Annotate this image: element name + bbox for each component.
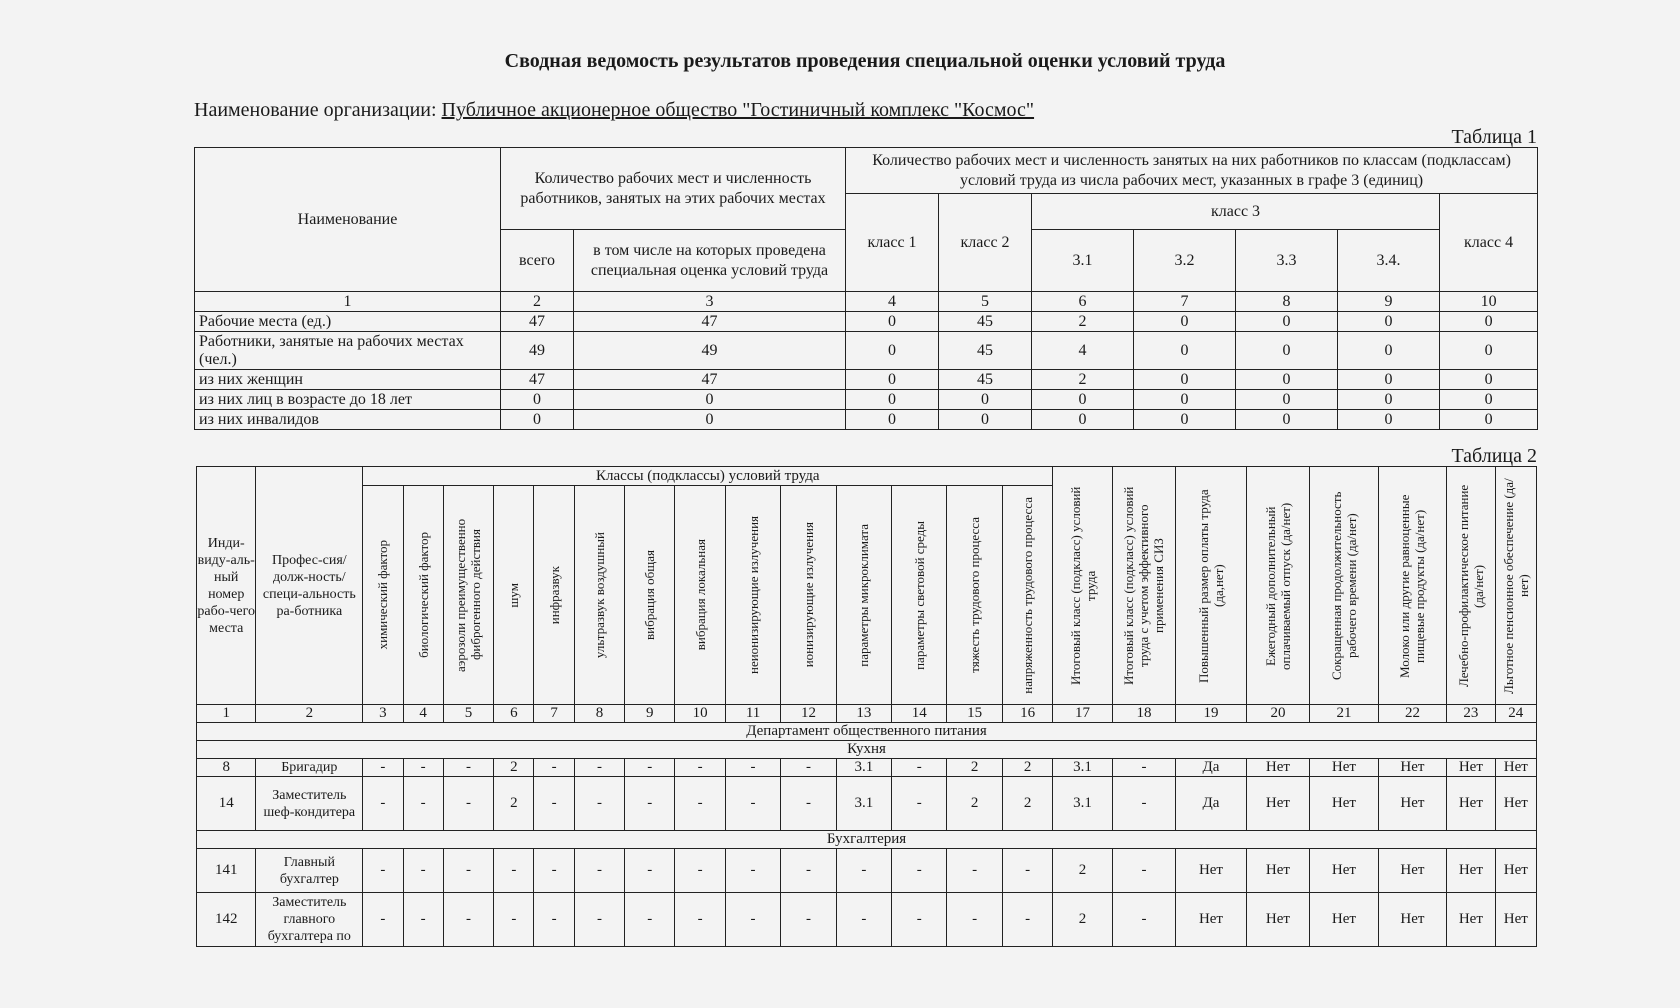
t1-cell: 0: [846, 390, 939, 410]
t2-cell: Нет: [1495, 849, 1536, 893]
t2-cell: -: [675, 849, 725, 893]
t2-cell: -: [781, 759, 836, 777]
t1-row: [195, 390, 1538, 410]
t2-cell-profession: Заместитель главного бухгалтера по: [256, 893, 363, 947]
t1-header-3-2: 3.2: [1134, 230, 1236, 292]
t2-cell: Нет: [1176, 893, 1247, 947]
t2-header-factor: [1002, 486, 1052, 705]
t2-cell: -: [494, 893, 534, 947]
t2-cell: Нет: [1447, 759, 1495, 777]
t2-header-factor: [892, 486, 947, 705]
t2-section-row: [197, 741, 1537, 759]
t2-header-factor: [675, 486, 725, 705]
t2-cell: Нет: [1378, 777, 1447, 831]
t1-row: [195, 370, 1538, 390]
t2-col-number: 4: [403, 705, 443, 723]
t2-col-number: 8: [574, 705, 624, 723]
t1-header-class2: класс 2: [939, 194, 1032, 292]
t2-cell: Нет: [1246, 777, 1309, 831]
t2-cell: -: [363, 759, 403, 777]
t1-cell: 0: [501, 390, 574, 410]
t2-cell: 2: [1053, 893, 1112, 947]
workplace-table: [196, 466, 1537, 947]
t1-cell: 0: [1440, 390, 1538, 410]
t1-col-number: 2: [501, 292, 574, 312]
t2-cell: -: [574, 759, 624, 777]
t2-cell-profession: Заместитель шеф-кондитера: [256, 777, 363, 831]
t2-header-factor: [836, 486, 891, 705]
t2-col-number: 7: [534, 705, 574, 723]
t2-col-number: 18: [1112, 705, 1175, 723]
t2-col-number: 16: [1002, 705, 1052, 723]
t1-row: [195, 312, 1538, 332]
t2-cell: -: [534, 849, 574, 893]
t2-header-factor: [494, 486, 534, 705]
t2-cell: -: [574, 893, 624, 947]
t1-col-number: 9: [1338, 292, 1440, 312]
t1-cell: 0: [939, 390, 1032, 410]
t2-header-factor-label: шум: [506, 582, 522, 608]
t2-col-number: 1: [197, 705, 256, 723]
t2-header-factor: [534, 486, 574, 705]
t2-header-id: Инди-виду-аль-ный номер рабо-чего места: [197, 467, 256, 705]
t1-cell: 0: [1032, 410, 1134, 430]
t2-cell: Нет: [1246, 893, 1309, 947]
t2-header-factor-label: аэрозоли преимущественно фиброгенного действия: [453, 518, 484, 672]
t2-cell: -: [403, 777, 443, 831]
t1-cell: 0: [846, 332, 939, 370]
t2-header-factor: [574, 486, 624, 705]
t2-col-number: 19: [1176, 705, 1247, 723]
t2-cell: -: [675, 759, 725, 777]
t2-cell: -: [725, 759, 780, 777]
t1-col-number: 8: [1236, 292, 1338, 312]
t1-row: [195, 410, 1538, 430]
t2-cell: Нет: [1495, 777, 1536, 831]
t2-cell-id: 14: [197, 777, 256, 831]
t1-cell: 49: [574, 332, 846, 370]
t2-cell: -: [363, 893, 403, 947]
t2-header-factor-label: параметры световой среды: [911, 520, 927, 670]
t2-header-factor: [443, 486, 493, 705]
t2-department: Департамент общественного питания: [197, 723, 1537, 741]
summary-table: [194, 147, 1538, 430]
t1-cell: 0: [846, 370, 939, 390]
t2-cell: -: [1112, 777, 1175, 831]
t2-header-factor-label: инфразвук: [546, 565, 562, 625]
t2-header-extra: [1447, 467, 1495, 705]
t2-cell: -: [781, 893, 836, 947]
t1-col-number: 4: [846, 292, 939, 312]
t2-col-number: 11: [725, 705, 780, 723]
t2-header-factor-label: тяжесть трудового процесса: [967, 517, 983, 673]
t1-cell: 0: [1236, 332, 1338, 370]
t2-header-extra-label: Повышенный размер оплаты труда (да,нет): [1195, 488, 1226, 683]
t2-cell: -: [892, 777, 947, 831]
t2-cell: -: [781, 777, 836, 831]
t1-cell: 47: [574, 370, 846, 390]
t1-cell: 0: [846, 410, 939, 430]
t2-cell: Нет: [1310, 777, 1379, 831]
t1-header-total: всего: [501, 230, 574, 292]
t2-header-factor: [403, 486, 443, 705]
t2-cell: Нет: [1246, 759, 1309, 777]
t1-cell: 0: [1338, 332, 1440, 370]
t2-cell-id: 8: [197, 759, 256, 777]
t2-col-number: 2: [256, 705, 363, 723]
t2-header-factor-label: биологический фактор: [415, 532, 431, 658]
t1-cell: 0: [1134, 332, 1236, 370]
t2-cell: -: [675, 777, 725, 831]
t2-header-factor: [947, 486, 1002, 705]
t2-section-kitchen: Кухня: [197, 741, 1537, 759]
t2-cell: Да: [1176, 777, 1247, 831]
document-title: Сводная ведомость результатов проведения специальной оценки условий труда: [504, 50, 1226, 72]
t2-col-number: 12: [781, 705, 836, 723]
t1-column-numbers: [195, 292, 1538, 312]
t2-cell: -: [443, 849, 493, 893]
t2-cell: -: [836, 893, 891, 947]
t2-cell: Нет: [1310, 893, 1379, 947]
t1-cell: 0: [501, 410, 574, 430]
t2-header-profession: Профес-сия/долж-ность/специ-альность ра-ботника: [256, 467, 363, 705]
t1-cell: 0: [1440, 312, 1538, 332]
t2-cell: -: [892, 893, 947, 947]
organization-line: [194, 99, 1034, 122]
t2-cell: Нет: [1378, 759, 1447, 777]
t2-cell: -: [625, 759, 675, 777]
t2-cell: -: [947, 893, 1002, 947]
table2-caption: Таблица 2: [1451, 445, 1537, 467]
t2-header-extra-label: Ежегодный дополнительный оплачиваемый отпуск (да/нет): [1262, 501, 1293, 670]
t2-col-number: 15: [947, 705, 1002, 723]
t2-header-factor: [781, 486, 836, 705]
t2-header-extra: [1310, 467, 1379, 705]
t2-header-extra: [1246, 467, 1309, 705]
t2-col-number: 13: [836, 705, 891, 723]
t2-cell: -: [892, 849, 947, 893]
t1-cell: 0: [1236, 370, 1338, 390]
t1-cell: 45: [939, 370, 1032, 390]
t2-header-extra: [1378, 467, 1447, 705]
t2-cell: Нет: [1310, 849, 1379, 893]
t1-cell: 0: [1134, 370, 1236, 390]
t1-cell: 0: [574, 410, 846, 430]
t2-cell: -: [1112, 759, 1175, 777]
t2-col-number: 5: [443, 705, 493, 723]
t1-cell: 0: [1236, 390, 1338, 410]
t2-cell: Нет: [1447, 777, 1495, 831]
t2-cell: -: [625, 893, 675, 947]
t2-cell: -: [892, 759, 947, 777]
t1-cell: 0: [939, 410, 1032, 430]
t1-header-count: Количество рабочих мест и численность работников, занятых на этих рабочих местах: [501, 148, 846, 230]
t2-header-factor-label: неионизирующие излучения: [745, 516, 761, 674]
t1-cell: 0: [1440, 332, 1538, 370]
t1-row-label: из них инвалидов: [195, 410, 501, 430]
t1-cell: 0: [1134, 410, 1236, 430]
t1-row-label: из них лиц в возрасте до 18 лет: [195, 390, 501, 410]
t2-col-number: 3: [363, 705, 403, 723]
t2-header-extra-label: Льготное пенсионное обеспечение (да/нет): [1500, 477, 1531, 694]
t1-cell: 45: [939, 332, 1032, 370]
t2-header-factor: [363, 486, 403, 705]
t2-col-number: 22: [1378, 705, 1447, 723]
t2-cell: -: [494, 849, 534, 893]
t2-cell: -: [625, 849, 675, 893]
t1-header-3-4: 3.4.: [1338, 230, 1440, 292]
t1-header-assessed: в том числе на которых проведена специальная оценка условий труда: [574, 230, 846, 292]
t2-header-factor-label: ультразвук воздушный: [591, 531, 607, 659]
t1-cell: 0: [1338, 390, 1440, 410]
t2-cell: Нет: [1447, 893, 1495, 947]
t1-header-class4: класс 4: [1440, 194, 1538, 292]
t1-col-number: 10: [1440, 292, 1538, 312]
t1-cell: 0: [1338, 312, 1440, 332]
t2-cell: Нет: [1378, 849, 1447, 893]
t2-cell: -: [1112, 849, 1175, 893]
t1-cell: 47: [501, 312, 574, 332]
t2-cell: -: [403, 893, 443, 947]
t2-header-extra: [1176, 467, 1247, 705]
t2-cell: -: [403, 849, 443, 893]
t2-cell: -: [625, 777, 675, 831]
t2-cell: -: [725, 849, 780, 893]
t2-cell: -: [534, 893, 574, 947]
t2-cell: -: [403, 759, 443, 777]
t2-header-factor: [725, 486, 780, 705]
t2-col-number: 6: [494, 705, 534, 723]
t2-header-factor-label: ионизирующие излучения: [800, 522, 816, 668]
t2-cell: Да: [1176, 759, 1247, 777]
t2-cell-id: 142: [197, 893, 256, 947]
t2-row: [197, 849, 1537, 893]
t2-row: [197, 759, 1537, 777]
t2-header-extra-label: Лечебно-профилактическое питание (да/нет): [1455, 484, 1486, 687]
t2-cell: 2: [1002, 777, 1052, 831]
t2-cell: -: [443, 759, 493, 777]
t2-cell: -: [675, 893, 725, 947]
t1-row-label: из них женщин: [195, 370, 501, 390]
table1-caption: Таблица 1: [1451, 126, 1537, 148]
t2-cell-profession: Главный бухгалтер: [256, 849, 363, 893]
t1-header-name: Наименование: [195, 148, 501, 292]
t2-header-factor: [625, 486, 675, 705]
t2-header-extra: [1495, 467, 1536, 705]
org-value: Публичное акционерное общество "Гостиничный комплекс "Космос": [441, 99, 1035, 121]
t1-row: [195, 332, 1538, 370]
t1-header-class3: класс 3: [1032, 194, 1440, 230]
t2-row: [197, 777, 1537, 831]
t2-cell: -: [443, 777, 493, 831]
t2-column-numbers: [197, 705, 1537, 723]
t2-col-number: 10: [675, 705, 725, 723]
t2-header-factor-label: напряженность трудового процесса: [1020, 496, 1036, 694]
org-label: Наименование организации:: [194, 99, 437, 121]
t2-cell: -: [1112, 893, 1175, 947]
t1-header-class1: класс 1: [846, 194, 939, 292]
t2-header-factor-label: параметры микроклимата: [856, 523, 872, 667]
t2-col-number: 14: [892, 705, 947, 723]
t2-cell: 3.1: [1053, 759, 1112, 777]
t1-col-number: 6: [1032, 292, 1134, 312]
t2-col-number: 17: [1053, 705, 1112, 723]
t1-cell: 47: [574, 312, 846, 332]
t2-cell: Нет: [1176, 849, 1247, 893]
t1-col-number: 3: [574, 292, 846, 312]
t1-cell: 49: [501, 332, 574, 370]
t2-cell: -: [534, 759, 574, 777]
t2-row: [197, 893, 1537, 947]
t2-cell: 3.1: [836, 759, 891, 777]
t1-cell: 2: [1032, 312, 1134, 332]
t1-cell: 45: [939, 312, 1032, 332]
t2-col-number: 9: [625, 705, 675, 723]
t2-department-row: [197, 723, 1537, 741]
t2-col-number: 21: [1310, 705, 1379, 723]
t2-cell: 2: [947, 759, 1002, 777]
t2-col-number: 24: [1495, 705, 1536, 723]
t2-cell: -: [725, 893, 780, 947]
t2-cell: 2: [947, 777, 1002, 831]
t2-header-factor-label: химический фактор: [375, 540, 391, 650]
t2-cell: Нет: [1495, 759, 1536, 777]
t2-header-classes: Классы (подклассы) условий труда: [363, 467, 1053, 486]
t1-cell: 47: [501, 370, 574, 390]
t2-cell: 3.1: [1053, 777, 1112, 831]
t2-cell: 2: [494, 777, 534, 831]
t2-header-factor-label: вибрация локальная: [692, 539, 708, 651]
t2-cell-id: 141: [197, 849, 256, 893]
t2-cell: Нет: [1378, 893, 1447, 947]
t2-header-extra: [1053, 467, 1112, 705]
t2-col-number: 23: [1447, 705, 1495, 723]
t2-cell: -: [947, 849, 1002, 893]
t2-header-extra-label: Итоговый класс (подкласс) условий труда: [1067, 486, 1098, 685]
t1-cell: 0: [574, 390, 846, 410]
t1-cell: 4: [1032, 332, 1134, 370]
t2-cell: Нет: [1310, 759, 1379, 777]
t1-row-label: Работники, занятые на рабочих местах (чел.): [195, 332, 501, 370]
t1-cell: 0: [1236, 410, 1338, 430]
t1-row-label: Рабочие места (ед.): [195, 312, 501, 332]
t2-section-accounting: Бухгалтерия: [197, 831, 1537, 849]
t2-header-extra-label: Молоко или другие равноценные пищевые продукты (да/нет): [1397, 493, 1428, 678]
t2-cell: -: [363, 777, 403, 831]
t1-cell: 0: [1134, 390, 1236, 410]
t1-col-number: 5: [939, 292, 1032, 312]
t1-cell: 0: [1338, 410, 1440, 430]
t2-cell: -: [534, 777, 574, 831]
t1-col-number: 7: [1134, 292, 1236, 312]
t2-section-row: [197, 831, 1537, 849]
t2-header-extra-label: Итоговый класс (подкласс) условий труда с учетом эффективного применения СИЗ: [1121, 486, 1167, 685]
t2-cell: -: [1002, 849, 1052, 893]
t2-cell: 3.1: [836, 777, 891, 831]
t1-cell: 0: [1440, 370, 1538, 390]
t2-col-number: 20: [1246, 705, 1309, 723]
t2-header-extra: [1112, 467, 1175, 705]
t1-header-distribution: Количество рабочих мест и численность занятых на них работников по классам (подклассам) условий труда из числа рабочих мест, указанных в графе 3 (единиц): [846, 148, 1538, 194]
t2-cell: -: [781, 849, 836, 893]
t2-cell: Нет: [1495, 893, 1536, 947]
t2-cell: -: [574, 849, 624, 893]
t1-cell: 0: [1440, 410, 1538, 430]
t2-header-extra-label: Сокращенная продолжительность рабочего времени (да/нет): [1328, 491, 1359, 680]
t2-cell: -: [443, 893, 493, 947]
t2-cell: 2: [494, 759, 534, 777]
t2-cell: -: [725, 777, 780, 831]
t2-cell-profession: Бригадир: [256, 759, 363, 777]
t1-cell: 0: [1134, 312, 1236, 332]
t2-cell: -: [1002, 893, 1052, 947]
t1-col-number: 1: [195, 292, 501, 312]
t1-header-3-3: 3.3: [1236, 230, 1338, 292]
t2-header-factor-label: вибрация общая: [642, 550, 658, 640]
t1-cell: 0: [1338, 370, 1440, 390]
t1-cell: 2: [1032, 370, 1134, 390]
t1-cell: 0: [1236, 312, 1338, 332]
t2-cell: Нет: [1447, 849, 1495, 893]
t2-cell: 2: [1002, 759, 1052, 777]
t2-cell: -: [836, 849, 891, 893]
t2-cell: 2: [1053, 849, 1112, 893]
t1-cell: 0: [846, 312, 939, 332]
t2-cell: -: [574, 777, 624, 831]
t2-cell: Нет: [1246, 849, 1309, 893]
t2-cell: -: [363, 849, 403, 893]
t1-cell: 0: [1032, 390, 1134, 410]
t1-header-3-1: 3.1: [1032, 230, 1134, 292]
